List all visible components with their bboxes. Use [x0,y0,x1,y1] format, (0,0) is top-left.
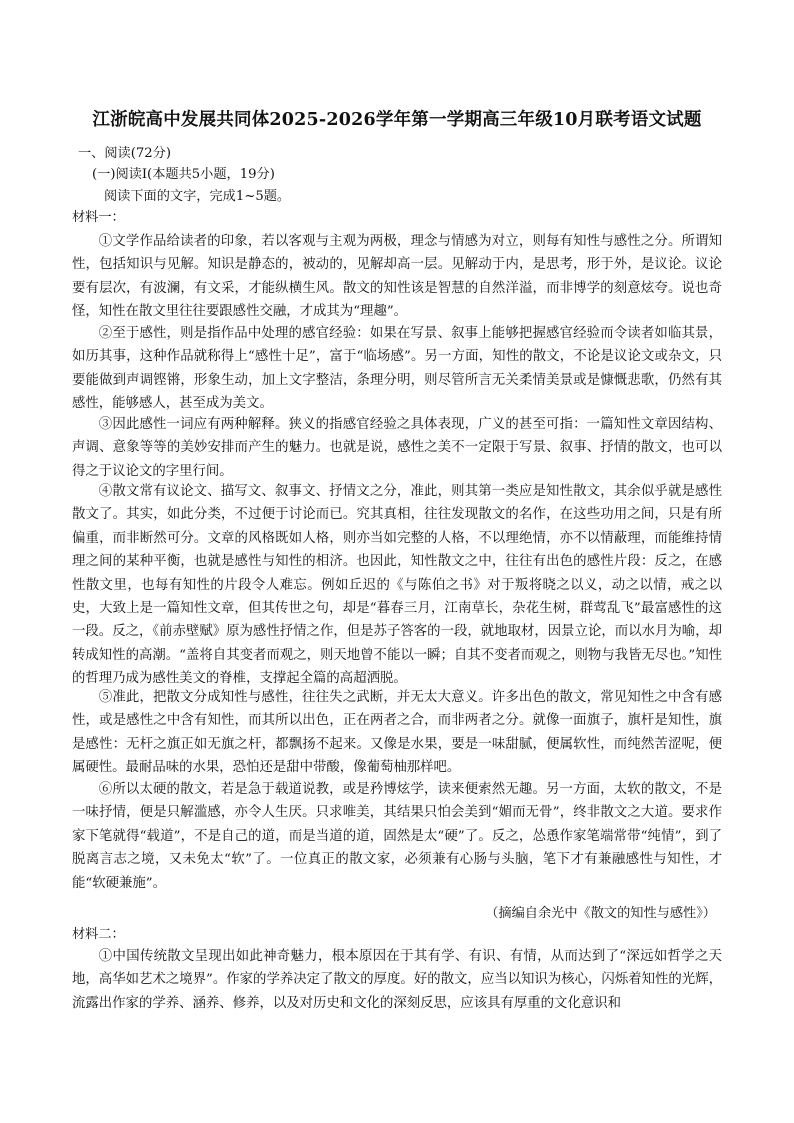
material-1-source: （摘编自余光中《散文的知性与感性》） [485,906,716,921]
section-heading-reading: 一、阅读(72分) [78,146,172,161]
reading-instruction: 阅读下面的文字，完成1~5题。 [104,189,291,204]
material-1-paragraph-6: ⑥所以太硬的散文，若是急于载道说教，或是矜博炫学，读来便索然无趣。另一方面，太软的散文，不是一味抒情，便是只解滥感，亦令人生厌。只求唯美，其结果只怕会美到“媚而无骨”，终非散文之大道。要求作家下笔就得“载道”，不是自己的道，而是当道的道，固然是太“硬”了。反之，怂恿作家笔端常带“纯情”，到了脱离言志之境，又未免太“软”了。一位真正的散文家，必须兼有心肠与头脑，笔下才有兼融感性与知性，才能“软硬兼施”。 [72,782,722,891]
material-2-paragraph-1: ①中国传统散文呈现出如此神奇魅力，根本原因在于其有学、有识、有情，从而达到了“深远如哲学之天地，高华如艺术之境界”。作家的学养决定了散文的厚度。好的散文，应当以知识为核心，闪烁着知性的光辉，流露出作家的学养、涵养、修养，以及对历史和文化的深刻反思，应该具有厚重的文化意识和 [72,949,722,1011]
material-1-label: 材料一： [72,210,125,225]
material-2-label: 材料二： [72,927,125,942]
material-1-paragraph-1: ①文学作品给读者的印象，若以客观与主观为两极，理念与情感为对立，则每有知性与感性之分。所谓知性，包括知识与见解。知识是静态的，被动的，见解却高一层。见解动于内，是思考，形于外，是议论。议论要有层次，有波澜，有文采，才能纵横生风。散文的知性该是智慧的自然洋溢，而非博学的刻意炫夸。说也奇怪，知性在散文里往往要跟感性交融，才成其为“理趣”。 [72,234,722,320]
material-1-paragraph-3: ③因此感性一词应有两种解释。狭义的指感官经验之具体表现，广义的甚至可指：一篇知性文章因结构、声调、意象等等的美妙安排而产生的魅力。也就是说，感性之美不一定限于写景、叙事、抒情的散文，也可以得之于议论文的字里行间。 [72,417,722,479]
material-1-paragraph-4: ④散文常有议论文、描写文、叙事文、抒情文之分，准此，则其第一类应是知性散文，其余似乎就是感性散文了。其实，如此分类，不过便于讨论而已。究其真相，往往发现散文的名作，在这些功用之间，只是有所偏重，而非断然可分。文章的风格既如人格，则亦当如完整的人格，不以理绝情，亦不以情蔽理，而能维持情理之间的某种平衡，也就是感性与知性的相济。也因此，知性散文之中，往往有出色的感性片段：反之，在感性散文里，也每有知性的片段令人难忘。例如丘迟的《与陈伯之书》对于叛将晓之以义，动之以情，戒之以史，大致上是一篇知性文章，但其传世之句，却是“暮春三月，江南草长，杂花生树，群莺乱飞”最富感性的这一段。反之，《前赤壁赋》原为感性抒情之作，但是苏子答客的一段，就地取材，因景立论，而以水月为喻，却转成知性的高潮。“盖将自其变者而观之，则天地曾不能以一瞬；自其不变者而观之，则物与我皆无尽也。”知性的哲理乃成为感性美文的脊椎，支撑起全篇的高超洒脱。 [72,484,722,687]
exam-title: 江浙皖高中发展共同体2025-2026学年第一学期高三年级10月联考语文试题 [92,110,702,130]
subsection-heading-reading-1: (一)阅读Ⅰ(本题共5小题，19分) [92,167,275,182]
material-1-paragraph-5: ⑤准此，把散文分成知性与感性，往往失之武断，并无太大意义。许多出色的散文，常见知性之中含有感性，或是感性之中含有知性，而其所以出色，正在两者之合，而非两者之分。就像一面旗子，旗杆是知性，旗是感性：无杆之旗正如无旗之杆，都飘扬不起来。又像是水果，要是一味甜腻，便属软性，而纯然苦涩呢，便属硬性。最耐品味的水果，恐怕还是甜中带酸，像葡萄柚那样吧。 [72,690,722,776]
material-1-paragraph-2: ②至于感性，则是指作品中处理的感官经验：如果在写景、叙事上能够把握感官经验而令读者如临其景，如历其事，这种作品就称得上“感性十足”，富于“临场感”。另一方面，知性的散文，不论是议论文或杂文，只要能做到声调铿锵，形象生动，加上文字整洁，条理分明，则尽管所言无关柔情美景或是慷慨悲歌，仍然有其感性，能够感人，甚至成为美文。 [72,326,722,412]
